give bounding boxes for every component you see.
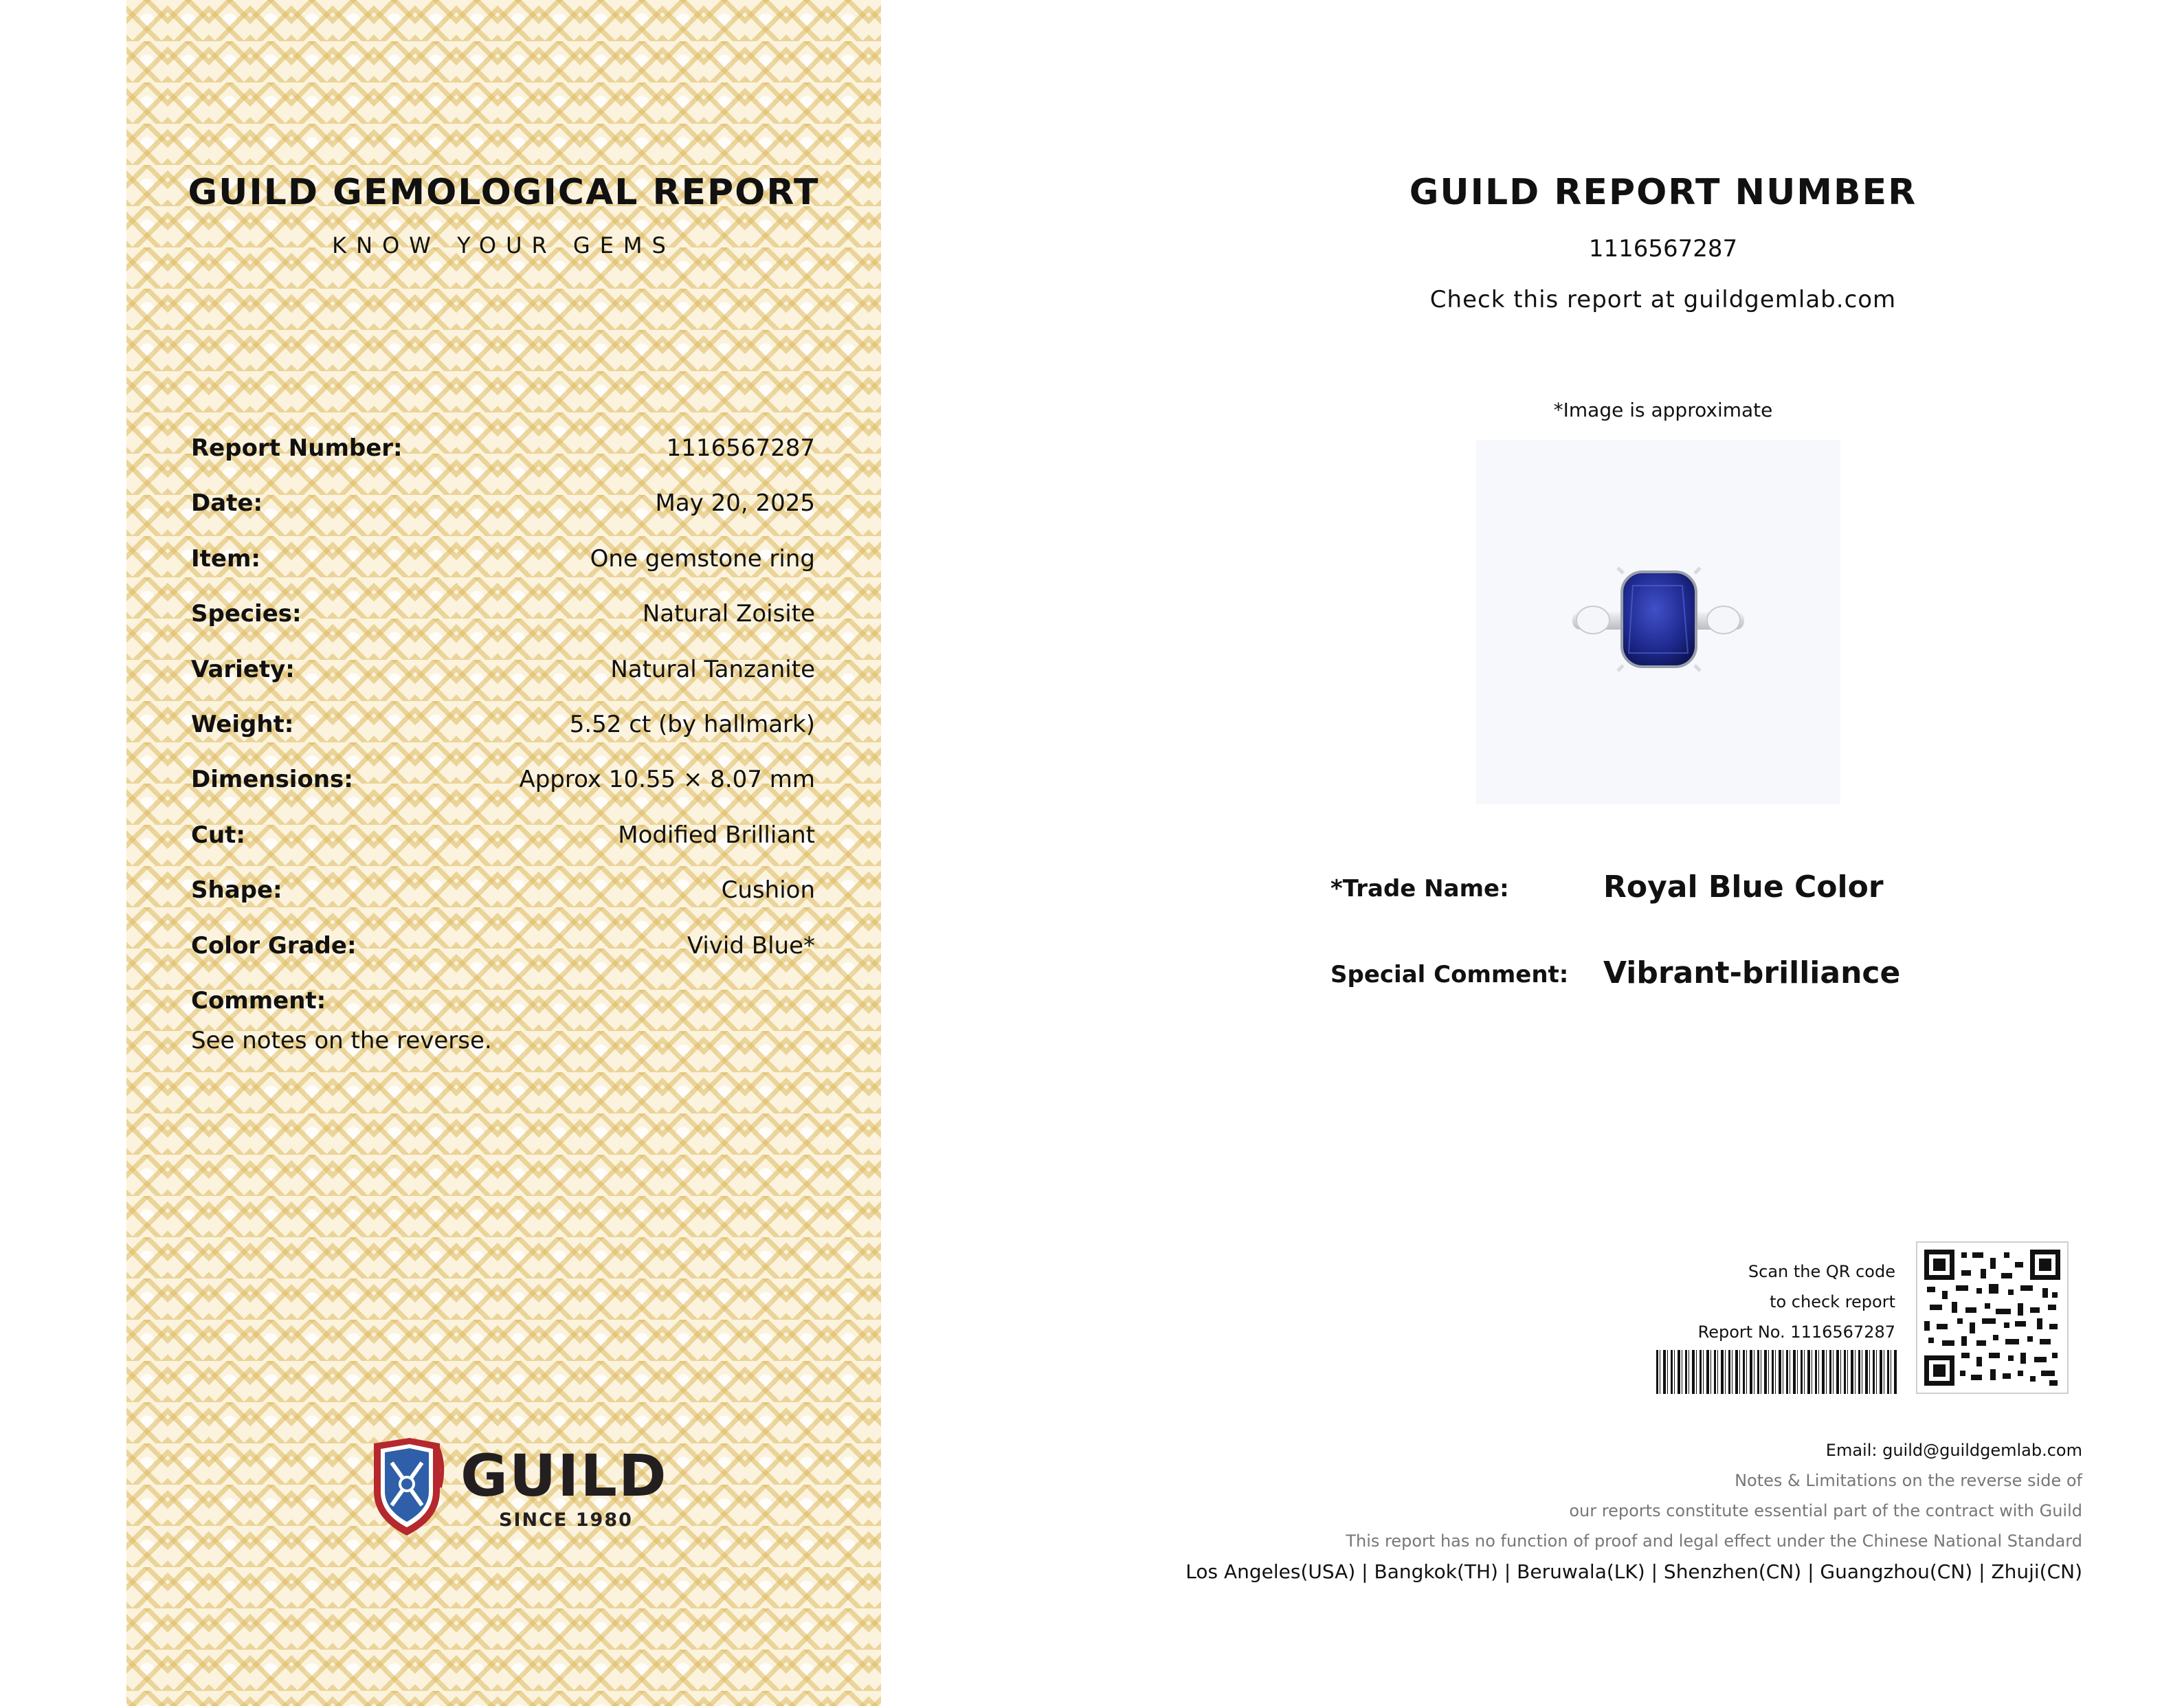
qr-instruction-1: Scan the QR code bbox=[1748, 1262, 1895, 1281]
spec-label: Dimensions: bbox=[191, 766, 353, 794]
trade-name-label: *Trade Name: bbox=[1330, 875, 1509, 902]
spec-value: Modified Brilliant bbox=[618, 821, 815, 849]
guild-shield-icon bbox=[368, 1437, 445, 1537]
spec-value: One gemstone ring bbox=[590, 544, 815, 573]
spec-value: Approx 10.55 × 8.07 mm bbox=[519, 766, 815, 794]
spec-row-date bbox=[191, 489, 815, 544]
spec-value: Natural Zoisite bbox=[642, 600, 815, 628]
contact-email: Email: guild@guildgemlab.com bbox=[1825, 1441, 2082, 1460]
comment-text: See notes on the reverse. bbox=[191, 1026, 492, 1054]
report-front-panel bbox=[126, 0, 881, 1706]
report-title: GUILD GEMOLOGICAL REPORT bbox=[188, 172, 820, 213]
spec-label: Cut: bbox=[191, 821, 246, 849]
ring-image-icon bbox=[1476, 440, 1840, 804]
report-tagline: KNOW YOUR GEMS bbox=[332, 232, 676, 258]
qr-code[interactable] bbox=[1916, 1241, 2069, 1394]
report-number: 1116567287 bbox=[1588, 235, 1738, 263]
spec-row-species bbox=[191, 600, 815, 655]
spec-value: May 20, 2025 bbox=[655, 489, 815, 518]
spec-value: 5.52 ct (by hallmark) bbox=[569, 710, 815, 738]
guild-logo bbox=[368, 1437, 668, 1537]
spec-value: Cushion bbox=[721, 876, 815, 905]
spec-value: Natural Tanzanite bbox=[610, 655, 815, 683]
spec-row-color-grade bbox=[191, 932, 815, 987]
spec-label: Item: bbox=[191, 544, 260, 573]
logo-wordmark: GUILD bbox=[460, 1442, 668, 1509]
barcode bbox=[1656, 1350, 1897, 1394]
lab-locations: Los Angeles(USA) | Bangkok(TH) | Beruwala(LK) | Shenzhen(CN) | Guangzhou(CN) | Zhuji(CN) bbox=[1185, 1560, 2082, 1583]
spec-row-variety bbox=[191, 656, 815, 711]
trade-name-value: Royal Blue Color bbox=[1603, 869, 1884, 905]
notes-line-2: our reports constitute essential part of the contract with Guild bbox=[1569, 1501, 2082, 1520]
qr-instruction-2: to check report bbox=[1770, 1292, 1895, 1311]
spec-label: Variety: bbox=[191, 655, 295, 683]
special-comment-label: Special Comment: bbox=[1330, 961, 1569, 988]
spec-label: Color Grade: bbox=[191, 931, 357, 960]
spec-row-item bbox=[191, 545, 815, 600]
spec-list bbox=[191, 434, 815, 1054]
notes-line-1: Notes & Limitations on the reverse side of bbox=[1735, 1471, 2082, 1490]
image-note: *Image is approximate bbox=[1553, 399, 1773, 421]
spec-label: Weight: bbox=[191, 710, 294, 738]
spec-row-report-number bbox=[191, 434, 815, 489]
notes-line-3: This report has no function of proof and legal effect under the Chinese National Standard bbox=[1346, 1531, 2082, 1551]
spec-row-shape bbox=[191, 876, 815, 931]
comment-label: Comment: bbox=[191, 986, 326, 1015]
spec-value: Vivid Blue* bbox=[687, 931, 815, 960]
special-comment-value: Vibrant-brilliance bbox=[1603, 955, 1901, 990]
spec-row-dimensions bbox=[191, 766, 815, 821]
spec-label: Report Number: bbox=[191, 434, 403, 462]
qr-report-number: Report No. 1116567287 bbox=[1697, 1322, 1895, 1342]
verify-link-text: Check this report at guildgemlab.com bbox=[1429, 286, 1897, 313]
spec-row-weight bbox=[191, 711, 815, 766]
spec-row-cut bbox=[191, 821, 815, 876]
qr-code-icon bbox=[1924, 1250, 2060, 1386]
spec-value: 1116567287 bbox=[666, 434, 815, 462]
spec-label: Date: bbox=[191, 489, 263, 518]
logo-since: SINCE 1980 bbox=[499, 1509, 633, 1531]
report-number-title: GUILD REPORT NUMBER bbox=[1409, 172, 1917, 213]
spec-label: Species: bbox=[191, 600, 302, 628]
ring-photo bbox=[1476, 440, 1840, 804]
spec-label: Shape: bbox=[191, 876, 282, 905]
